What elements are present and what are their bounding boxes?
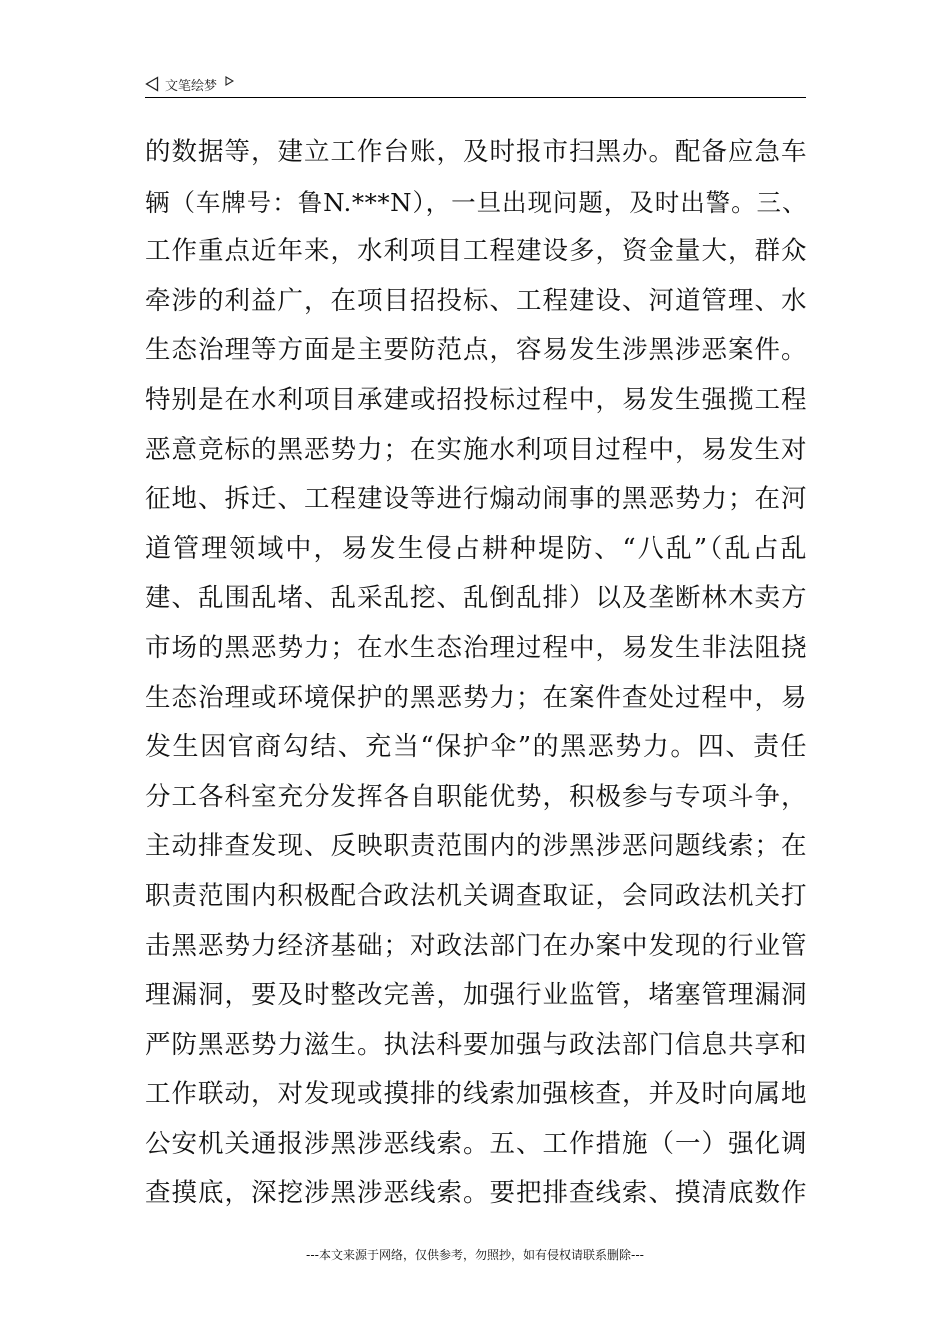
triangle-right-icon xyxy=(225,76,234,86)
footer-notice: ---本文来源于网络，仅供参考，勿照抄，如有侵权请联系删除--- xyxy=(306,1248,644,1262)
body-line: 市场的黑恶势力；在水生态治理过程中，易发生非法阻挠 xyxy=(145,632,807,663)
header-divider xyxy=(145,97,806,98)
body-line: 分工各科室充分发挥各自职能优势，积极参与专项斗争， xyxy=(145,781,807,812)
body-line: 工作重点近年来，水利项目工程建设多，资金量大，群众 xyxy=(145,236,807,267)
body-line: 击黑恶势力经济基础；对政法部门在办案中发现的行业管 xyxy=(145,930,807,961)
body-line: 理漏洞，要及时整改完善，加强行业监管，堵塞管理漏洞 xyxy=(145,980,807,1011)
body-line: 特别是在水利项目承建或招投标过程中，易发生强揽工程 xyxy=(145,384,807,415)
body-line: 主动排查发现、反映职责范围内的涉黑涉恶问题线索；在 xyxy=(145,831,807,862)
body-line: 工作联动，对发现或摸排的线索加强核查，并及时向属地 xyxy=(145,1079,807,1110)
document-body xyxy=(145,128,807,1219)
page-header xyxy=(145,72,234,96)
body-line: 的数据等，建立工作台账，及时报市扫黑办。配备应急车 xyxy=(145,137,807,167)
body-line: 恶意竞标的黑恶势力；在实施水利项目过程中，易发生对 xyxy=(145,434,807,465)
body-line: 发生因官商勾结、充当“保护伞”的黑恶势力。四、责任 xyxy=(145,732,807,763)
body-line: 建、乱围乱堵、乱采乱挖、乱倒乱排）以及垄断林木卖方 xyxy=(145,583,807,614)
body-line: 职责范围内积极配合政法机关调查取证，会同政法机关打 xyxy=(145,880,807,911)
body-line: 牵涉的利益广，在项目招投标、工程建设、河道管理、水 xyxy=(145,285,807,316)
body-line: 道管理领域中，易发生侵占耕种堤防、“八乱”（乱占乱 xyxy=(145,533,807,564)
body-line: 征地、拆迁、工程建设等进行煽动闹事的黑恶势力；在河 xyxy=(145,484,807,515)
body-line: 查摸底，深挖涉黑涉恶线索。要把排查线索、摸清底数作 xyxy=(145,1178,807,1209)
body-line: 生态治理等方面是主要防范点，容易发生涉黑涉恶案件。 xyxy=(145,335,807,366)
body-line: 公安机关通报涉黑涉恶线索。五、工作措施（一）强化调 xyxy=(145,1128,807,1159)
body-line: 辆（车牌号：鲁N.***N），一旦出现问题，及时出警。三、 xyxy=(145,187,807,217)
triangle-left-icon xyxy=(145,76,159,92)
header-title: 文笔绘梦 xyxy=(165,78,218,94)
body-line: 严防黑恶势力滋生。执法科要加强与政法部门信息共享和 xyxy=(145,1029,807,1060)
body-line: 生态治理或环境保护的黑恶势力；在案件查处过程中，易 xyxy=(145,682,807,713)
